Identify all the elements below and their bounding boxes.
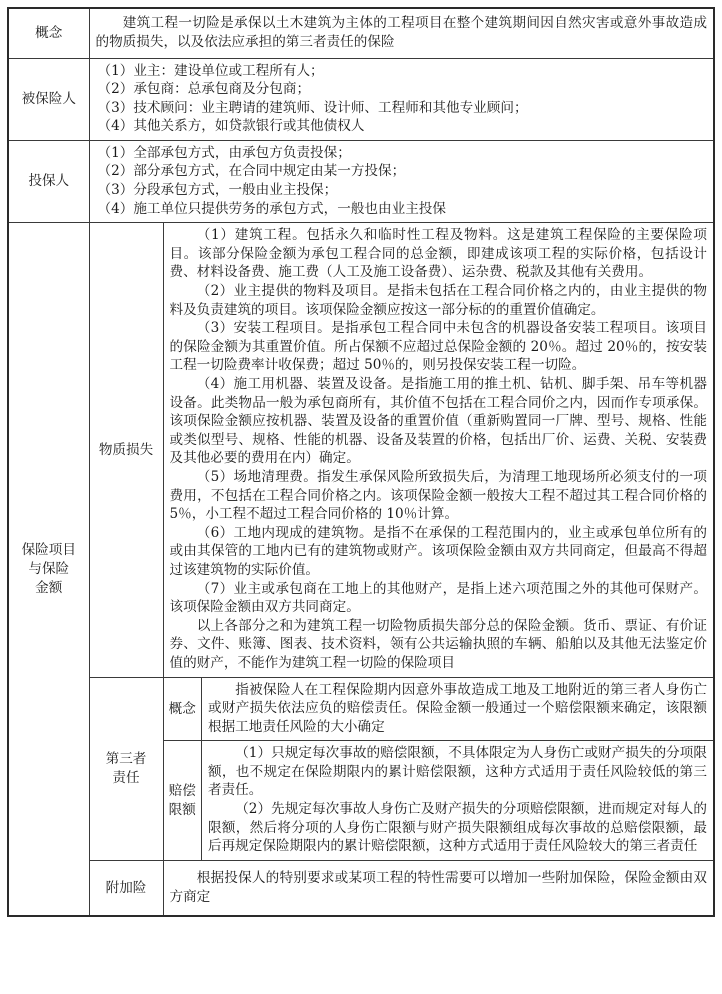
- list-item: （2）部分承包方式，在合同中规定由某一方投保；: [97, 163, 406, 180]
- paragraph: （5）场地清理费。指发生承保风险所致损失后，为清理工地现场所必须支付的一项费用，不包括在工程合同价格之内。该项保险金额一般按大工程不超过其工程合同价格的 5％，小工程不超过工程合同价格的 10％计算。: [169, 468, 707, 523]
- label-line: 保险项目: [21, 542, 76, 559]
- list-item: （1）业主：建设单位或工程所有人；: [97, 62, 324, 79]
- paragraph: （6）工地内现成的建筑物。是指不在承保的工程范围内的，业主或承包单位所有的或由其保管的工地内已有的建筑物或财产。该项保险金额由双方共同商定，但最高不得超过该建筑物的实际价值。: [169, 524, 707, 578]
- paragraph: 根据投保人的特别要求或某项工程的特性需要可以增加一些附加保险，保险金额由双方商定: [169, 870, 707, 905]
- list-item: （3）分段承包方式，一般由业主投保；: [97, 182, 338, 199]
- label-line: 赔偿: [168, 782, 196, 799]
- third-party-nested-table: [164, 678, 714, 860]
- label-line: 责任: [112, 769, 140, 786]
- third-party-limit-content: [202, 741, 714, 860]
- list-item: （2）承包商：总承包商及分包商；: [97, 81, 311, 98]
- policyholder-list: [89, 140, 714, 222]
- third-party-concept-row: [164, 678, 714, 741]
- additional-content: [163, 860, 714, 916]
- insured-list: [89, 58, 714, 140]
- concept-text-cell: [89, 8, 714, 58]
- label-line: 与保险: [28, 561, 70, 577]
- row-concept: [8, 8, 714, 58]
- paragraph: （2）业主提供的物料及项目。是指未包括在工程合同价格之内的，由业主提供的物料及负责建筑的项目。该项保险金额应按这一部分标的的重置价值确定。: [169, 283, 707, 318]
- row-policyholder: [8, 140, 714, 222]
- label-line: 金额: [35, 579, 63, 596]
- list-item: （4）施工单位只提供劳务的承包方式，一般也由业主投保: [97, 200, 446, 217]
- row-material-damage: [8, 223, 714, 677]
- sub-label-additional: 附加险: [89, 860, 163, 916]
- row-insured: [8, 58, 714, 140]
- list-item: （4）其他关系方，如贷款银行或其他债权人: [97, 118, 365, 135]
- sub-label-third-party: [89, 677, 163, 860]
- list-item: （1）全部承包方式，由承包方负责投保；: [97, 144, 351, 161]
- paragraph: （7）业主或承包商在工地上的其他财产，是指上述六项范围之外的其他可保财产。该项保险金额由双方共同商定。: [169, 580, 707, 616]
- insurance-document: [7, 7, 713, 917]
- row-label-policyholder: 投保人: [8, 140, 89, 222]
- list-item: （3）技术顾问：业主聘请的建筑师、设计师、工程师和其他专业顾问；: [97, 99, 528, 116]
- concept-text: 建筑工程一切险是承保以土木建筑为主体的工程项目在整个建筑期间因自然灾害或意外事故造成的物质损失，以及依法应承担的第三者责任的保险: [95, 15, 707, 50]
- label-line: 第三者: [105, 751, 147, 768]
- row-third-party-liability: [8, 677, 714, 860]
- third-party-nested-cell: [163, 677, 714, 860]
- sub-sub-label-concept: 概念: [164, 678, 202, 741]
- paragraph: （4）施工用机器、装置及设备。是指施工用的推土机、钻机、脚手架、吊车等机器设备。此类物品一般为承包商所有，其价值不包括在工程合同价之内，因而作专项承保。该项保险金额应按机器、装置及设备的重置价值（重新购置同一厂牌、型号、规格、性能或类似型号、规格、性能的机器、设备及装置的价格，包括出厂价、运费、关税、安装费及其他必要的费用在内）确定。: [169, 376, 707, 467]
- row-additional-insurance: [8, 860, 714, 916]
- sub-sub-label-limit: [164, 741, 202, 860]
- paragraph: （1）只规定每次事故的赔偿限额，不具体限定为人身伤亡或财产损失的分项限额，也不规定在保险期限内的累计赔偿限额，这种方式适用于责任风险较低的第三者责任。: [208, 745, 707, 799]
- paragraph: 以上各部分之和为建筑工程一切险物质损失部分总的保险金额。货币、票证、有价证券、文件、账簿、图表、技术资料，领有公共运输执照的车辆、船舶以及其他无法鉴定价值的财产，不能作为建筑工程一切险的保险项目: [169, 617, 707, 671]
- row-label-concept: 概念: [8, 8, 89, 58]
- paragraph: （2）先规定每次事故人身伤亡及财产损失的分项赔偿限额，进而规定对每人的限额，然后将分项的人身伤亡限额与财产损失限额组成每次事故的总赔偿限额，最后再规定保险期限内的累计赔偿限额，这种方式适用于责任风险较大的第三者责任: [208, 801, 707, 855]
- row-label-insured: 被保险人: [8, 58, 89, 140]
- construction-all-risks-table: [7, 7, 715, 917]
- paragraph: （1）建筑工程。包括永久和临时性工程及物料。这是建筑工程保险的主要保险项目。该部分保险金额为承包工程合同的总金额，即建成该项工程的实际价格，包括设计费、材料设备费、施工费（人工及施工设备费）、运杂费、税款及其他有关费用。: [169, 227, 707, 281]
- sub-label-material-damage: 物质损失: [89, 223, 163, 677]
- paragraph: （3）安装工程项目。是指承包工程合同中未包含的机器设备安装工程项目。该项目的保险金额为其重置价值。所占保额不应超过总保险金额的 20％。超过 20％的，按安装工程一切险费率计收保费；超过 50％的，则另投保安装工程一切险。: [169, 320, 708, 374]
- material-damage-content: [163, 223, 714, 677]
- third-party-limit-row: [164, 741, 714, 860]
- row-label-items-and-amounts: [8, 223, 89, 917]
- paragraph: 指被保险人在工程保险期内因意外事故造成工地及工地附近的第三者人身伤亡或财产损失依法应负的赔偿责任。保险金额一般通过一个赔偿限额来确定，该限额根据工地责任风险的大小确定: [208, 681, 707, 735]
- label-line: 限额: [168, 801, 196, 818]
- third-party-concept-content: [202, 678, 714, 741]
